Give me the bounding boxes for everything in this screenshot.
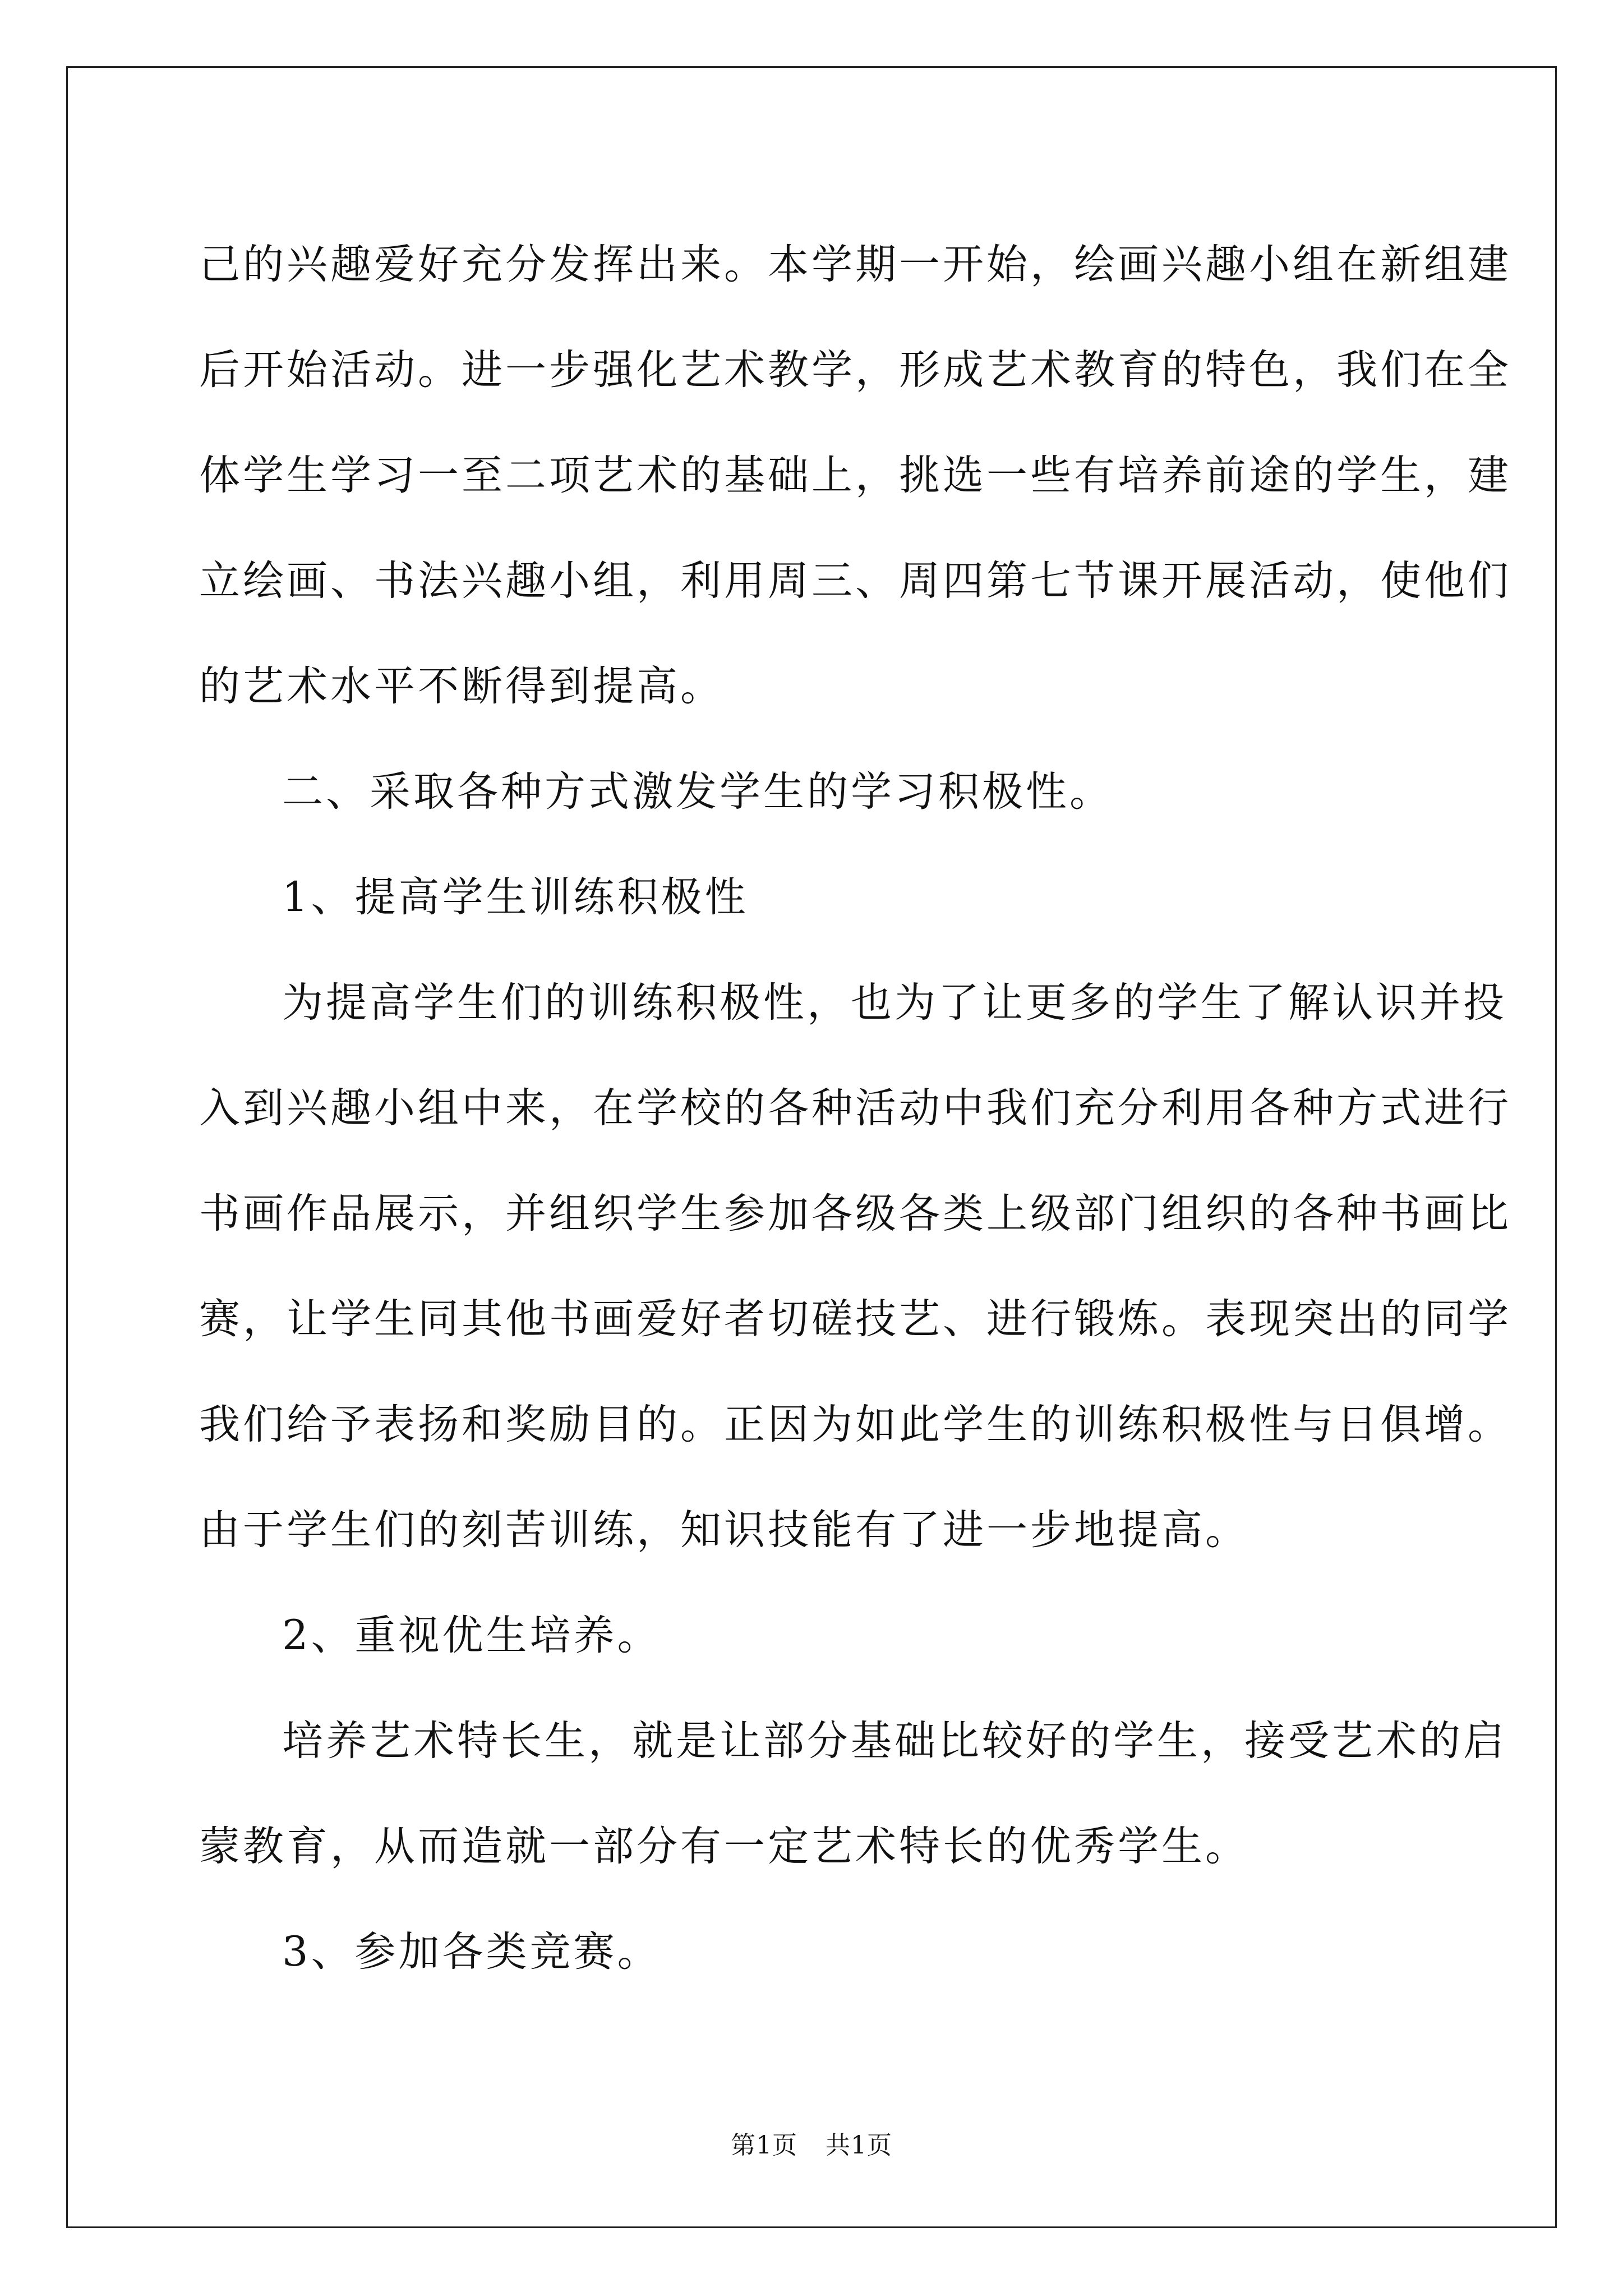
section-heading: 二、采取各种方式激发学生的学习积极性。 (282, 768, 1113, 816)
paragraph-start: 为提高学生们的训练积极性，也为了让更多的学生了解认识并投 (282, 979, 1507, 1027)
text-line: 立绘画、书法兴趣小组，利用周三、周四第七节课开展活动，使他们 (199, 557, 1511, 605)
text-line: 体学生学习一至二项艺术的基础上，挑选一些有培养前途的学生，建 (199, 452, 1511, 499)
text-line: 入到兴趣小组中来，在学校的各种活动中我们充分利用各种方式进行 (199, 1084, 1511, 1132)
text-line: 蒙教育，从而造就一部分有一定艺术特长的优秀学生。 (199, 1823, 1249, 1870)
paragraph-start: 培养艺术特长生，就是让部分基础比较好的学生，接受艺术的启 (282, 1717, 1507, 1765)
subsection-heading: 2、重视优生培养。 (282, 1612, 661, 1659)
subsection-heading: 3、参加各类竞赛。 (282, 1928, 661, 1976)
text-line: 由于学生们的刻苦训练，知识技能有了进一步地提高。 (199, 1506, 1249, 1554)
text-line: 书画作品展示，并组织学生参加各级各类上级部门组织的各种书画比 (199, 1190, 1511, 1237)
total-pages: 共1页 (826, 2131, 892, 2160)
text-line: 赛，让学生同其他书画爱好者切磋技艺、进行锻炼。表现突出的同学 (199, 1295, 1511, 1343)
page-number: 第1页 (731, 2131, 797, 2160)
text-line: 的艺术水平不断得到提高。 (199, 662, 724, 710)
text-line: 己的兴趣爱好充分发挥出来。本学期一开始，绘画兴趣小组在新组建 (199, 241, 1511, 288)
text-line: 我们给予表扬和奖励目的。正因为如此学生的训练积极性与日俱增。 (199, 1401, 1511, 1448)
page-footer (0, 2125, 1623, 2161)
subsection-heading: 1、提高学生训练积极性 (282, 873, 749, 921)
document-body (199, 212, 1511, 2005)
text-line: 后开始活动。进一步强化艺术教学，形成艺术教育的特色，我们在全 (199, 346, 1511, 394)
